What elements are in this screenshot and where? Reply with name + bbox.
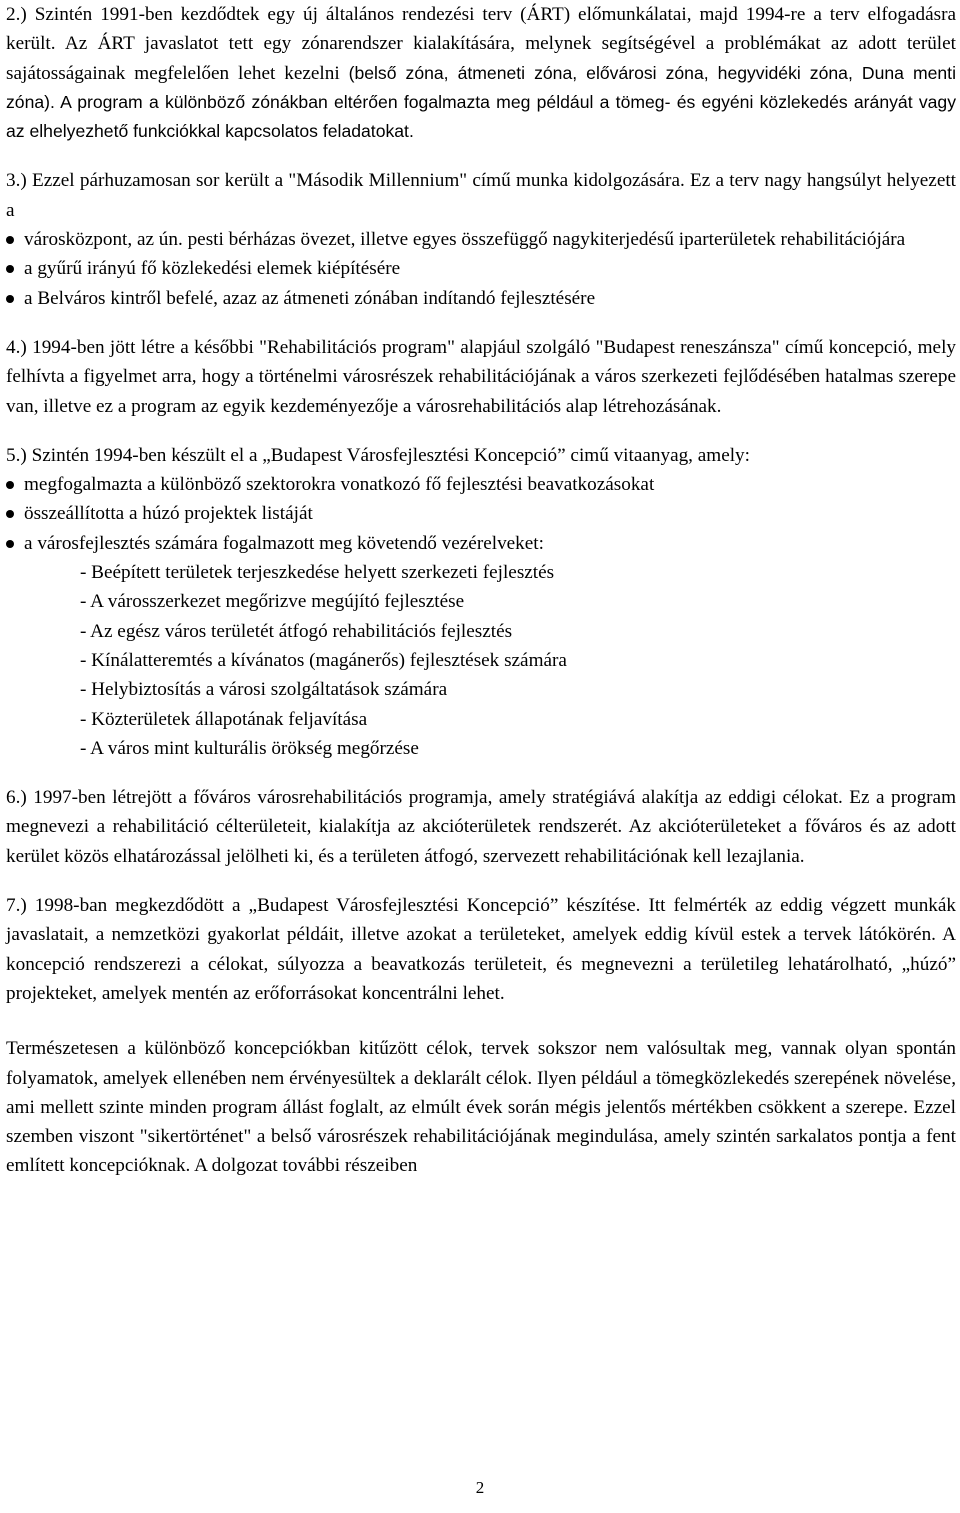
bullet-icon bbox=[6, 510, 14, 518]
paragraph-3-intro: 3.) Ezzel párhuzamosan sor került a "Második Millennium" című munka kidolgozására. Ez a terv nagy hangsúlyt helyezett a bbox=[6, 170, 956, 221]
page-number: 2 bbox=[475, 1478, 485, 1497]
paragraph-5-bullet-list bbox=[6, 470, 956, 558]
paragraph-2-part-1: 2.) Szintén 1991-ben kezdődtek egy új általános rendezési terv (ÁRT) előmunkálatai, majd 1994-re a terv elfogadásra került. Az ÁRT javaslatot tett egy zónarendszer kialakítására, melynek segítségével a problémákat az adott terület sajátosságainak megfelelően lehet kezelni bbox=[6, 4, 956, 84]
list-item: - A város mint kulturális örökség megőrzése bbox=[80, 737, 419, 759]
list-item: - Közterületek állapotának feljavítása bbox=[80, 708, 368, 730]
paragraph-4: 4.) 1994-ben jött létre a későbbi "Rehabilitációs program" alapjául szolgáló "Budapest reneszánsza" című koncepció, mely felhívta a figyelmet arra, hogy a történelmi városrészek rehabilitációjának a város szerkezeti fejlődésében hatalmas szerepe van, illetve ez a program az egyik kezdeményezője a városrehabilitációs alap létrehozásának. bbox=[6, 336, 956, 417]
list-item: a Belváros kintről befelé, azaz az átmeneti zónában indítandó fejlesztésére bbox=[6, 284, 956, 313]
list-item: - A városszerkezet megőrizve megújító fejlesztése bbox=[80, 591, 465, 613]
bullet-icon bbox=[6, 295, 14, 303]
paragraph-7: 7.) 1998-ban megkezdődött a „Budapest Városfejlesztési Koncepció” készítése. Itt felmérték az eddig végzett munkák javaslatait, a nemzetközi gyakorlat példáit, illetve azokat a területeket, amelyek eddig kívül estek a tervek látókörén. A koncepció rendszerezi a célokat, súlyozza a beavatkozás területeit, és megnevezni a területileg lehatárolható, „húzó” projekteket, amelyek mentén az erőforrásokat koncentrálni lehet. bbox=[6, 895, 956, 1004]
paragraph-2 bbox=[6, 0, 956, 146]
bullet-icon bbox=[6, 236, 14, 244]
list-item: - Kínálatteremtés a kívánatos (magánerős) fejlesztések számára bbox=[80, 649, 567, 671]
list-item: - Az egész város területét átfogó rehabilitációs fejlesztés bbox=[80, 620, 513, 642]
bullet-icon bbox=[6, 540, 14, 548]
list-item: - Helybiztosítás a városi szolgáltatások számára bbox=[80, 679, 448, 701]
list-item: összeállította a húzó projektek listáját bbox=[6, 499, 956, 528]
paragraph-3-bullet-list bbox=[6, 225, 956, 313]
bullet-icon bbox=[6, 265, 14, 273]
document-page bbox=[6, 0, 956, 1181]
list-item: megfogalmazta a különböző szektorokra vonatkozó fő fejlesztési beavatkozásokat bbox=[6, 470, 956, 499]
bullet-icon bbox=[6, 481, 14, 489]
list-item: - Beépített területek terjeszkedése helyett szerkezeti fejlesztés bbox=[80, 562, 555, 584]
paragraph-5-intro: 5.) Szintén 1994-ben készült el a „Budapest Városfejlesztési Koncepció” cimű vitaanyag, amely: bbox=[6, 444, 750, 466]
list-item: a gyűrű irányú fő közlekedési elemek kiépítésére bbox=[6, 254, 956, 283]
guiding-principles-list bbox=[6, 558, 956, 763]
paragraph-6: 6.) 1997-ben létrejött a főváros városrehabilitációs programja, amely stratégiává alakítja az eddigi célokat. Ez a program megnevezi a rehabilitáció célterületeit, kialakítja az akcióterületek rendszerét. Az akcióterületeket a főváros és az adott kerület közös elhatározással jelölheti ki, és a területen átfogó, szervezett rehabilitációnak kell lezajlania. bbox=[6, 787, 956, 867]
paragraph-2-part-2: (belső zóna, átmeneti zóna, elővárosi zóna, hegyvidéki zóna, Duna menti zóna). A program a különböző zónákban eltérően fogalmazta meg például a tömeg- és egyéni közlekedés arányát vagy az elhelyezhető funkciókkal kapcsolatos feladatokat. bbox=[6, 62, 956, 142]
list-item: a városfejlesztés számára fogalmazott meg követendő vezérelveket: bbox=[6, 529, 956, 558]
paragraph-8: Természetesen a különböző koncepciókban kitűzött célok, tervek sokszor nem valósultak meg, vannak olyan spontán folyamatok, amelyek ellenében nem érvényesültek a deklarált célok. Ilyen például a tömegközlekedés szerepének növelése, ami mellett szinte minden program állást foglalt, az elmúlt évek során mégis jelentős mértékben csökkent a szerepe. Ezzel szemben viszont "sikertörténet" a belső városrészek rehabilitációjának megindulása, amely szintén sarkalatos pontja a fent említett koncepcióknak. A dolgozat további részeiben bbox=[6, 1038, 956, 1177]
list-item: városközpont, az ún. pesti bérházas övezet, illetve egyes összefüggő nagykiterjedésű iparterületek rehabilitációjára bbox=[6, 225, 956, 254]
